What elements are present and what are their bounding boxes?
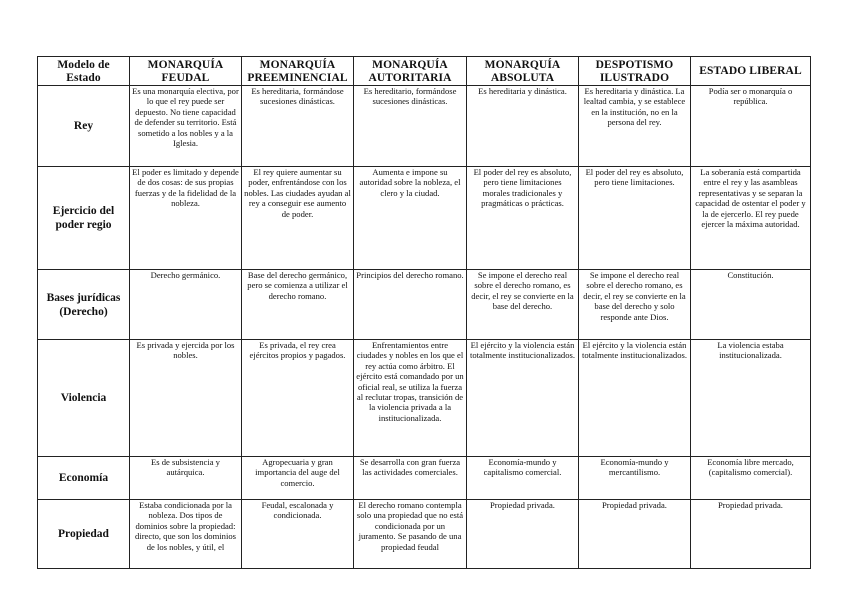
table-cell: Feudal, escalonada y condicionada. — [242, 500, 354, 569]
table-row-ejercicio — [38, 167, 811, 270]
table-row-propiedad — [38, 500, 811, 569]
table-cell: Es de subsistencia y autárquica. — [130, 457, 242, 500]
table-cell: El ejército y la violencia están totalmente institucionalizados. — [467, 340, 579, 457]
table-cell: Base del derecho germánico, pero se comienza a utilizar el derecho romano. — [242, 270, 354, 340]
table-cell: Es una monarquía electiva, por lo que el rey puede ser depuesto. No tiene capacidad de defender su territorio. Está sometido a los nobles y a la Iglesia. — [130, 86, 242, 167]
table-cell: Propiedad privada. — [467, 500, 579, 569]
table-cell: La violencia estaba institucionalizada. — [691, 340, 811, 457]
table-cell: Es hereditaria y dinástica. La lealtad cambia, y se establece en la institución, no en la persona del rey. — [579, 86, 691, 167]
table-cell: El poder es limitado y depende de dos cosas: de sus propias fuerzas y de la fidelidad de la nobleza. — [130, 167, 242, 270]
table-cell: Economía libre mercado, (capitalismo comercial). — [691, 457, 811, 500]
table-row-economia — [38, 457, 811, 500]
table-row-bases-juridicas — [38, 270, 811, 340]
row-header-rey: Rey — [38, 86, 130, 167]
table-cell: Es privada y ejercida por los nobles. — [130, 340, 242, 457]
column-header-monarquia-preeminencial: MONARQUÍA PREEMINENCIAL — [242, 57, 354, 86]
comparison-table — [37, 56, 811, 569]
table-cell: Es hereditaria, formándose sucesiones dinásticas. — [242, 86, 354, 167]
table-cell: Podía ser o monarquía o república. — [691, 86, 811, 167]
row-header-economia: Economía — [38, 457, 130, 500]
table-cell: Economía-mundo y mercantilismo. — [579, 457, 691, 500]
table-cell: Se desarrolla con gran fuerza las actividades comerciales. — [354, 457, 467, 500]
row-header-violencia: Violencia — [38, 340, 130, 457]
table-cell: Se impone el derecho real sobre el derecho romano, es decir, el rey se convierte en la base del derecho. — [467, 270, 579, 340]
table-cell: Estaba condicionada por la nobleza. Dos tipos de dominios sobre la propiedad: directo, que son los dominios de los nobles, y útil, el — [130, 500, 242, 569]
column-header-monarquia-absoluta: MONARQUÍA ABSOLUTA — [467, 57, 579, 86]
table-cell: Propiedad privada. — [579, 500, 691, 569]
table-cell: Economía-mundo y capitalismo comercial. — [467, 457, 579, 500]
table-cell: Derecho germánico. — [130, 270, 242, 340]
table-row-rey — [38, 86, 811, 167]
table-cell: Constitución. — [691, 270, 811, 340]
column-header-despotismo-ilustrado: DESPOTISMO ILUSTRADO — [579, 57, 691, 86]
table-cell: Aumenta e impone su autoridad sobre la nobleza, el clero y la ciudad. — [354, 167, 467, 270]
header-row — [38, 57, 811, 86]
table-cell: Enfrentamientos entre ciudades y nobles en los que el rey actúa como árbitro. El ejército está comandado por un oficial real, se utiliza la fuerza al reclutar tropas, transición de la violencia privada a la institucionalizada. — [354, 340, 467, 457]
table-cell: Es hereditaria y dinástica. — [467, 86, 579, 167]
table-cell: Agropecuaria y gran importancia del auge del comercio. — [242, 457, 354, 500]
corner-header: Modelo de Estado — [38, 57, 130, 86]
column-header-estado-liberal: ESTADO LIBERAL — [691, 57, 811, 86]
table-cell: La soberanía está compartida entre el rey y las asambleas representativas y se separan la capacidad de ostentar el poder y la de ejercerlo. El rey puede ejercer la máxima autoridad. — [691, 167, 811, 270]
table-cell: Es privada, el rey crea ejércitos propios y pagados. — [242, 340, 354, 457]
table-cell: Principios del derecho romano. — [354, 270, 467, 340]
table-cell: El derecho romano contempla solo una propiedad que no está condicionada por un juramento. Se pasando de una propiedad feudal — [354, 500, 467, 569]
table-cell: El rey quiere aumentar su poder, enfrentándose con los nobles. Las ciudades ayudan al rey a conseguir ese aumento de poder. — [242, 167, 354, 270]
table-cell: El poder del rey es absoluto, pero tiene limitaciones morales tradicionales y pragmáticas o prácticas. — [467, 167, 579, 270]
table-row-violencia — [38, 340, 811, 457]
table-cell: Es hereditario, formándose sucesiones dinásticas. — [354, 86, 467, 167]
column-header-monarquia-autoritaria: MONARQUÍA AUTORITARIA — [354, 57, 467, 86]
row-header-propiedad: Propiedad — [38, 500, 130, 569]
table-cell: El poder del rey es absoluto, pero tiene limitaciones. — [579, 167, 691, 270]
column-header-monarquia-feudal: MONARQUÍA FEUDAL — [130, 57, 242, 86]
table-cell: Se impone el derecho real sobre el derecho romano, es decir, el rey se convierte en la base del derecho y solo responde ante Dios. — [579, 270, 691, 340]
table-cell: Propiedad privada. — [691, 500, 811, 569]
table-cell: El ejército y la violencia están totalmente institucionalizados. — [579, 340, 691, 457]
row-header-bases-juridicas: Bases jurídicas (Derecho) — [38, 270, 130, 340]
row-header-ejercicio: Ejercicio del poder regio — [38, 167, 130, 270]
